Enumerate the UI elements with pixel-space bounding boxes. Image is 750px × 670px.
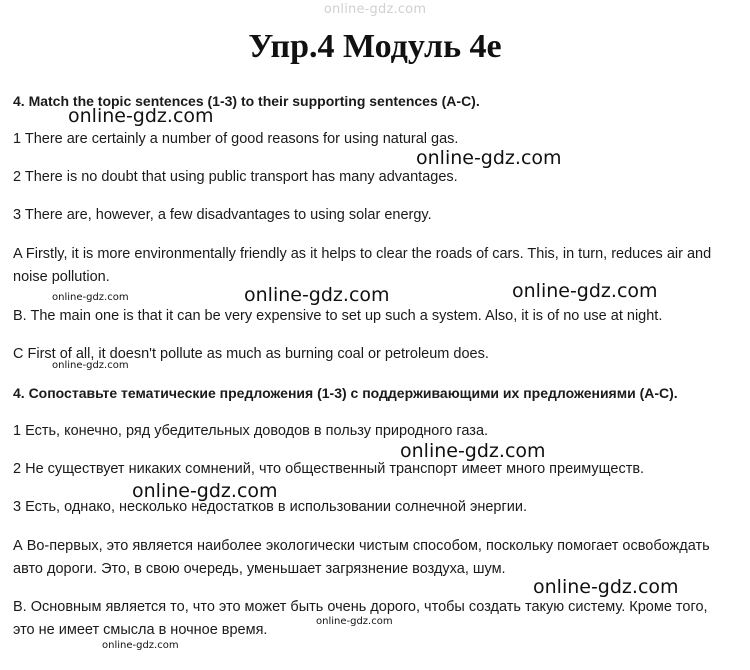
watermark: online-gdz.com [512, 280, 658, 302]
watermark: online-gdz.com [68, 105, 214, 127]
english-supporting-a: A Firstly, it is more environmentally friendly as it helps to clear the roads of cars. This, in turn, reduces air and noise pollution. [13, 246, 712, 285]
russian-supporting-b: В. Основным является то, что это может быть очень дорого, чтобы создать такую систему. Кроме того, это не имеет смысла в ночное время. [13, 599, 708, 638]
russian-topic-2: 2 Не существует никаких сомнений, что общественный транспорт имеет много преимуществ. [13, 461, 645, 477]
russian-exercise-heading: 4. Сопоставьте тематические предложения (1-3) с поддерживающими их предложениями (A-C). [13, 385, 678, 401]
english-supporting-c: C First of all, it doesn't pollute as much as burning coal or petroleum does. [13, 346, 489, 362]
watermark: online-gdz.com [132, 480, 278, 502]
watermark: online-gdz.com [316, 616, 393, 627]
watermark: online-gdz.com [533, 576, 679, 598]
watermark: online-gdz.com [52, 360, 129, 371]
page-title: Упр.4 Модуль 4e [248, 28, 502, 65]
top-watermark: online-gdz.com [323, 2, 427, 17]
watermark: online-gdz.com [102, 640, 179, 651]
russian-topic-1: 1 Есть, конечно, ряд убедительных доводов в пользу природного газа. [13, 423, 489, 439]
english-topic-2: 2 There is no doubt that using public transport has many advantages. [13, 169, 458, 185]
watermark: online-gdz.com [400, 440, 546, 462]
english-supporting-b: B. The main one is that it can be very expensive to set up such a system. Also, it is of no use at night. [13, 308, 663, 324]
english-topic-3: 3 There are, however, a few disadvantages to using solar energy. [13, 207, 432, 223]
watermark: online-gdz.com [244, 284, 390, 306]
english-exercise-heading: 4. Match the topic sentences (1-3) to their supporting sentences (A-C). [13, 93, 480, 109]
russian-supporting-a: А Во-первых, это является наиболее экологически чистым способом, поскольку помогает освобождать авто дороги. Это, в свою очередь, уменьшает загрязнение воздуха, шум. [13, 538, 710, 577]
watermark: online-gdz.com [52, 292, 129, 303]
russian-topic-3: 3 Есть, однако, несколько недостатков в использовании солнечной энергии. [13, 499, 527, 515]
watermark: online-gdz.com [416, 147, 562, 169]
english-topic-1: 1 There are certainly a number of good reasons for using natural gas. [13, 131, 459, 147]
